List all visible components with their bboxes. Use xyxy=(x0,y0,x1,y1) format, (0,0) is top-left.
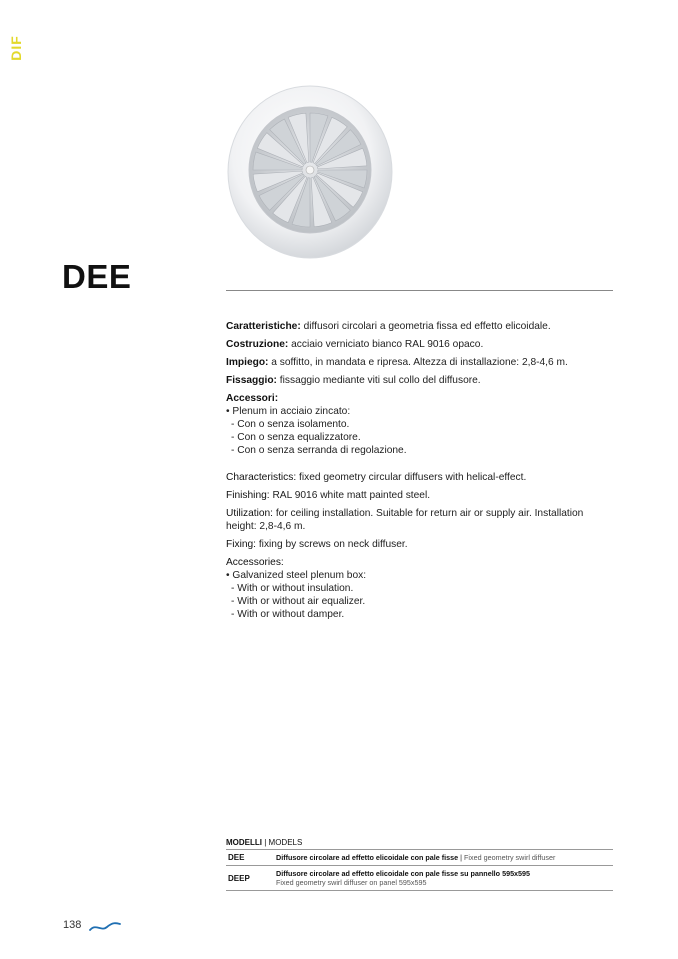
list-item: - With or without air equalizer. xyxy=(231,596,366,607)
page-number: 138 xyxy=(63,919,82,931)
it-use xyxy=(226,356,616,369)
model-description-separator: | xyxy=(458,853,465,862)
list-item: - Con o senza equalizzatore. xyxy=(231,432,361,443)
model-description-en: Fixed geometry swirl diffuser xyxy=(464,853,556,862)
description xyxy=(226,320,616,621)
it-construction xyxy=(226,338,616,351)
model-description-en: Fixed geometry swirl diffuser on panel 595x595 xyxy=(276,878,427,887)
en-characteristics xyxy=(226,471,616,484)
list-item: • Galvanized steel plenum box: xyxy=(226,570,367,581)
model-description xyxy=(276,869,613,887)
it-use-label: Impiego: xyxy=(226,357,269,368)
table-row xyxy=(226,866,613,891)
model-code: DEEP xyxy=(228,873,250,883)
it-characteristics-text: diffusori circolari a geometria fissa ed effetto elicoidale. xyxy=(300,321,551,332)
en-characteristics-text: fixed geometry circular diffusers with helical-effect. xyxy=(296,472,527,483)
models-header-it: MODELLI xyxy=(226,838,262,847)
it-accessories-label: Accessori: xyxy=(226,393,279,404)
en-utilization xyxy=(226,507,616,533)
wave-logo-icon xyxy=(89,920,121,934)
list-item: - With or without insulation. xyxy=(231,583,354,594)
en-utilization-label: Utilization: xyxy=(226,508,273,519)
table-row xyxy=(226,850,613,866)
swirl-diffuser-image xyxy=(226,82,394,260)
en-accessories-list xyxy=(226,569,616,621)
models-table-header xyxy=(226,838,613,850)
en-accessories xyxy=(226,556,616,621)
it-use-text: a soffitto, in mandata e ripresa. Altezza di installazione: 2,8-4,6 m. xyxy=(268,357,568,368)
models-table xyxy=(226,838,613,891)
model-description xyxy=(276,853,613,862)
en-finishing-text: RAL 9016 white matt painted steel. xyxy=(269,490,431,501)
en-utilization-text: for ceiling installation. Suitable for return air or supply air. Installation height: 2,8-4,6 m. xyxy=(226,508,584,532)
en-fixing-text: fixing by screws on neck diffuser. xyxy=(256,539,408,550)
model-description-it: Diffusore circolare ad effetto elicoidale con pale fisse xyxy=(276,853,459,862)
product-title: DEE xyxy=(62,258,132,295)
list-item: - Con o senza isolamento. xyxy=(231,419,350,430)
model-description-it: Diffusore circolare ad effetto elicoidale con pale fisse su pannello 595x595 xyxy=(276,869,531,878)
it-construction-label: Costruzione: xyxy=(226,339,289,350)
en-accessories-label: Accessories: xyxy=(226,557,284,568)
it-fixing-text: fissaggio mediante viti sul collo del diffusore. xyxy=(276,375,481,386)
list-item: - Con o senza serranda di regolazione. xyxy=(231,445,407,456)
en-fixing xyxy=(226,538,616,551)
it-accessories xyxy=(226,392,616,457)
models-header-separator: | xyxy=(262,838,269,847)
title-divider xyxy=(226,290,613,291)
list-item: - With or without damper. xyxy=(231,609,345,620)
it-characteristics-label: Caratteristiche: xyxy=(226,321,301,332)
it-accessories-list xyxy=(226,405,616,457)
it-fixing-label: Fissaggio: xyxy=(226,375,277,386)
model-code: DEE xyxy=(228,853,245,862)
it-construction-text: acciaio verniciato bianco RAL 9016 opaco. xyxy=(288,339,484,350)
en-finishing xyxy=(226,489,616,502)
models-header-en: MODELS xyxy=(268,838,303,847)
en-fixing-label: Fixing: xyxy=(226,539,257,550)
it-fixing xyxy=(226,374,616,387)
section-tab-label: DIF xyxy=(8,35,24,61)
spacer xyxy=(226,457,616,471)
list-item: • Plenum in acciaio zincato: xyxy=(226,406,351,417)
en-finishing-label: Finishing: xyxy=(226,490,270,501)
section-tab xyxy=(4,30,28,66)
it-characteristics xyxy=(226,320,616,333)
en-characteristics-label: Characteristics: xyxy=(226,472,297,483)
